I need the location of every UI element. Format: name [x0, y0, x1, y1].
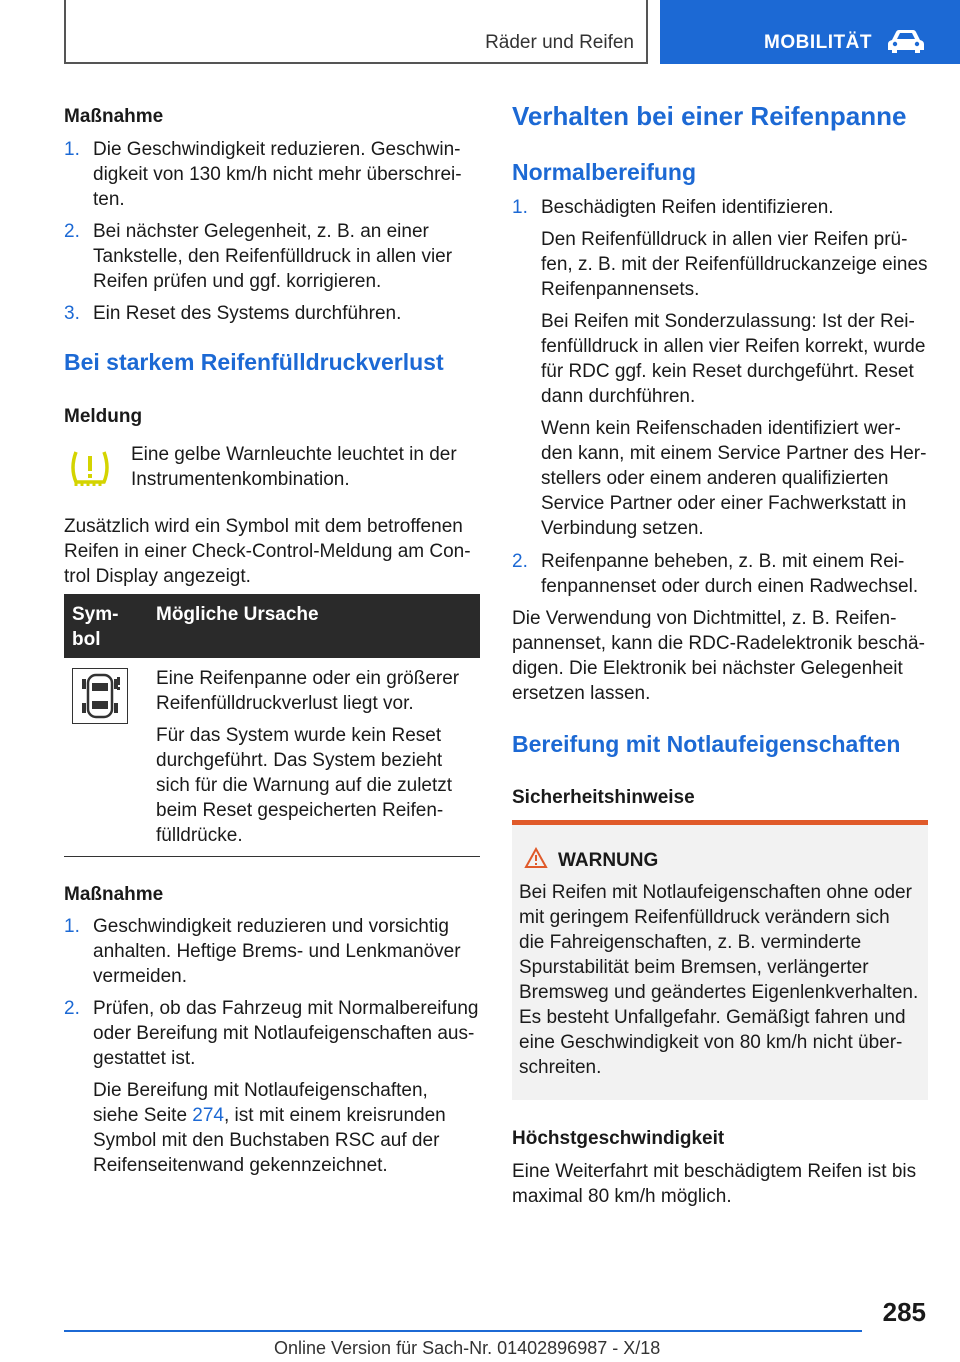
page-link[interactable]: 274: [192, 1105, 224, 1126]
meldung-heading: Meldung: [64, 406, 143, 427]
list-text: Die Geschwindigkeit reduzieren. Geschwin- digkeit von 130 km/h nicht mehr überschrei- ten.: [93, 139, 462, 210]
hoechstgeschwindigkeit-heading: Höchstgeschwindigkeit: [512, 1128, 725, 1149]
list-text: Reifenpanne beheben, z. B. mit einem Rei- fenpannenset oder durch einen Radwechsel.: [541, 551, 919, 597]
list-text: Beschädigten Reifen identifizieren. Den Reifenfülldruck in allen vier Reifen prü- fen, z. B. mit der Reifenfülldruckanzeige eines Reifenpannensets. Bei Reifen mit Sonderzulassung: Ist der Rei- fenfülldruck in allen vier Reifen korrekt, wurde für RDC ggf. kein Reset durchgeführt. Reset dann durchführen. Wenn kein Reifenschaden identifiziert wer- den kann, mit einem Service Partner des Her- stellers oder einem anderen qualifizierten Service Partner oder einer Fachwerkstatt in Verbindung setzen.: [541, 197, 928, 539]
chapter-tab[interactable]: [660, 0, 960, 64]
sicherheitshinweise-heading: Sicherheitshinweise: [512, 787, 695, 808]
table-header-cause: Mögliche Ursache: [156, 604, 319, 625]
list-text: Bei nächster Gelegenheit, z. B. an einer Tankstelle, den Reifenfülldruck in allen vier Reifen prüfen und ggf. korrigieren.: [93, 221, 453, 292]
warning-box: [512, 825, 928, 1100]
warning-text: Bei Reifen mit Notlaufeigenschaften ohne oder mit geringem Reifenfülldruck verändern sich die Fahreigenschaften, z. B. verminderte Spurstabilität beim Bremsen, verlängerter Bremsweg und geändertes Eigenlenkverhalten. Es besteht Unfallgefahr. Gemäßigt fahren und eine Geschwindigkeit von 80 km/h nicht über- schreiten.: [519, 882, 919, 1078]
subheading-normalbereifung: Normalbereifung: [512, 159, 697, 185]
car-icon: [886, 28, 926, 54]
warning-triangle-icon: [524, 847, 548, 869]
table-header-symbol: Sym- bol: [72, 604, 119, 650]
list-text: Ein Reset des Systems durchführen.: [93, 303, 402, 324]
list-number: 2.: [64, 998, 80, 1019]
table-symbol-cell: [72, 668, 128, 724]
car-tire-damage-icon: [73, 669, 127, 723]
list-number: 1.: [64, 139, 80, 160]
table-bottom-rule: [64, 856, 480, 857]
section-heading: Bei starkem Reifenfülldruckverlust: [64, 349, 444, 375]
main-heading: Verhalten bei einer Reifenpanne: [512, 101, 907, 131]
list-number: 2.: [64, 221, 80, 242]
page-number: 285: [882, 1297, 926, 1327]
meldung-text: Eine gelbe Warnleuchte leuchtet in der Instrumentenkombination.: [131, 444, 457, 490]
dichtmittel-paragraph: Die Verwendung von Dichtmittel, z. B. Reifen- pannenset, kann die RDC-Radelektronik beschä- digen. Die Elektronik bei nächster Gelegenheit ersetzen lassen.: [512, 608, 925, 704]
list-number: 1.: [512, 197, 528, 218]
list-number: 2.: [512, 551, 528, 572]
list-text: Geschwindigkeit reduzieren und vorsichtig anhalten. Heftige Brems- und Lenkmanöver vermeiden.: [93, 916, 461, 987]
table-header: [64, 594, 480, 658]
subheading-notlauf: Bereifung mit Notlaufeigenschaften: [512, 731, 901, 757]
chapter-tab-label: MOBILITÄT: [764, 32, 872, 53]
footer-text: Online Version für Sach-Nr. 01402896987 - X/18: [274, 1338, 661, 1358]
section-title: Räder und Reifen: [485, 32, 634, 53]
tire-pressure-warning-icon: [68, 448, 112, 488]
massnahme-heading: Maßnahme: [64, 106, 164, 127]
footer-rule: [64, 1330, 862, 1332]
header-section-box: [64, 0, 648, 64]
warning-title: WARNUNG: [558, 850, 659, 871]
hoechstgeschwindigkeit-text: Eine Weiterfahrt mit beschädigtem Reifen ist bis maximal 80 km/h möglich.: [512, 1161, 917, 1207]
massnahme-heading: Maßnahme: [64, 884, 164, 905]
table-cause-cell: Eine Reifenpanne oder ein größerer Reifenfülldruckverlust liegt vor. Für das System wurde kein Reset durchgeführt. Das System bezieht sich für die Warnung auf die zuletzt beim Reset gespeicherten Reifen- fülldrücke.: [156, 668, 460, 846]
zusatz-paragraph: Zusätzlich wird ein Symbol mit dem betroffenen Reifen in einer Check-Control-Meldung am Con- trol Display angezeigt.: [64, 516, 471, 587]
list-number: 1.: [64, 916, 80, 937]
list-text: Prüfen, ob das Fahrzeug mit Normalbereifung oder Bereifung mit Notlaufeigenschaften aus- gestattet ist. Die Bereifung mit Notlaufeigenschaften, siehe Seite 274, ist mit einem kreisrunden Symbol mit den Buchstaben RSC auf der Reifenseitenwand gekennzeichnet.: [93, 998, 479, 1176]
list-number: 3.: [64, 303, 80, 324]
